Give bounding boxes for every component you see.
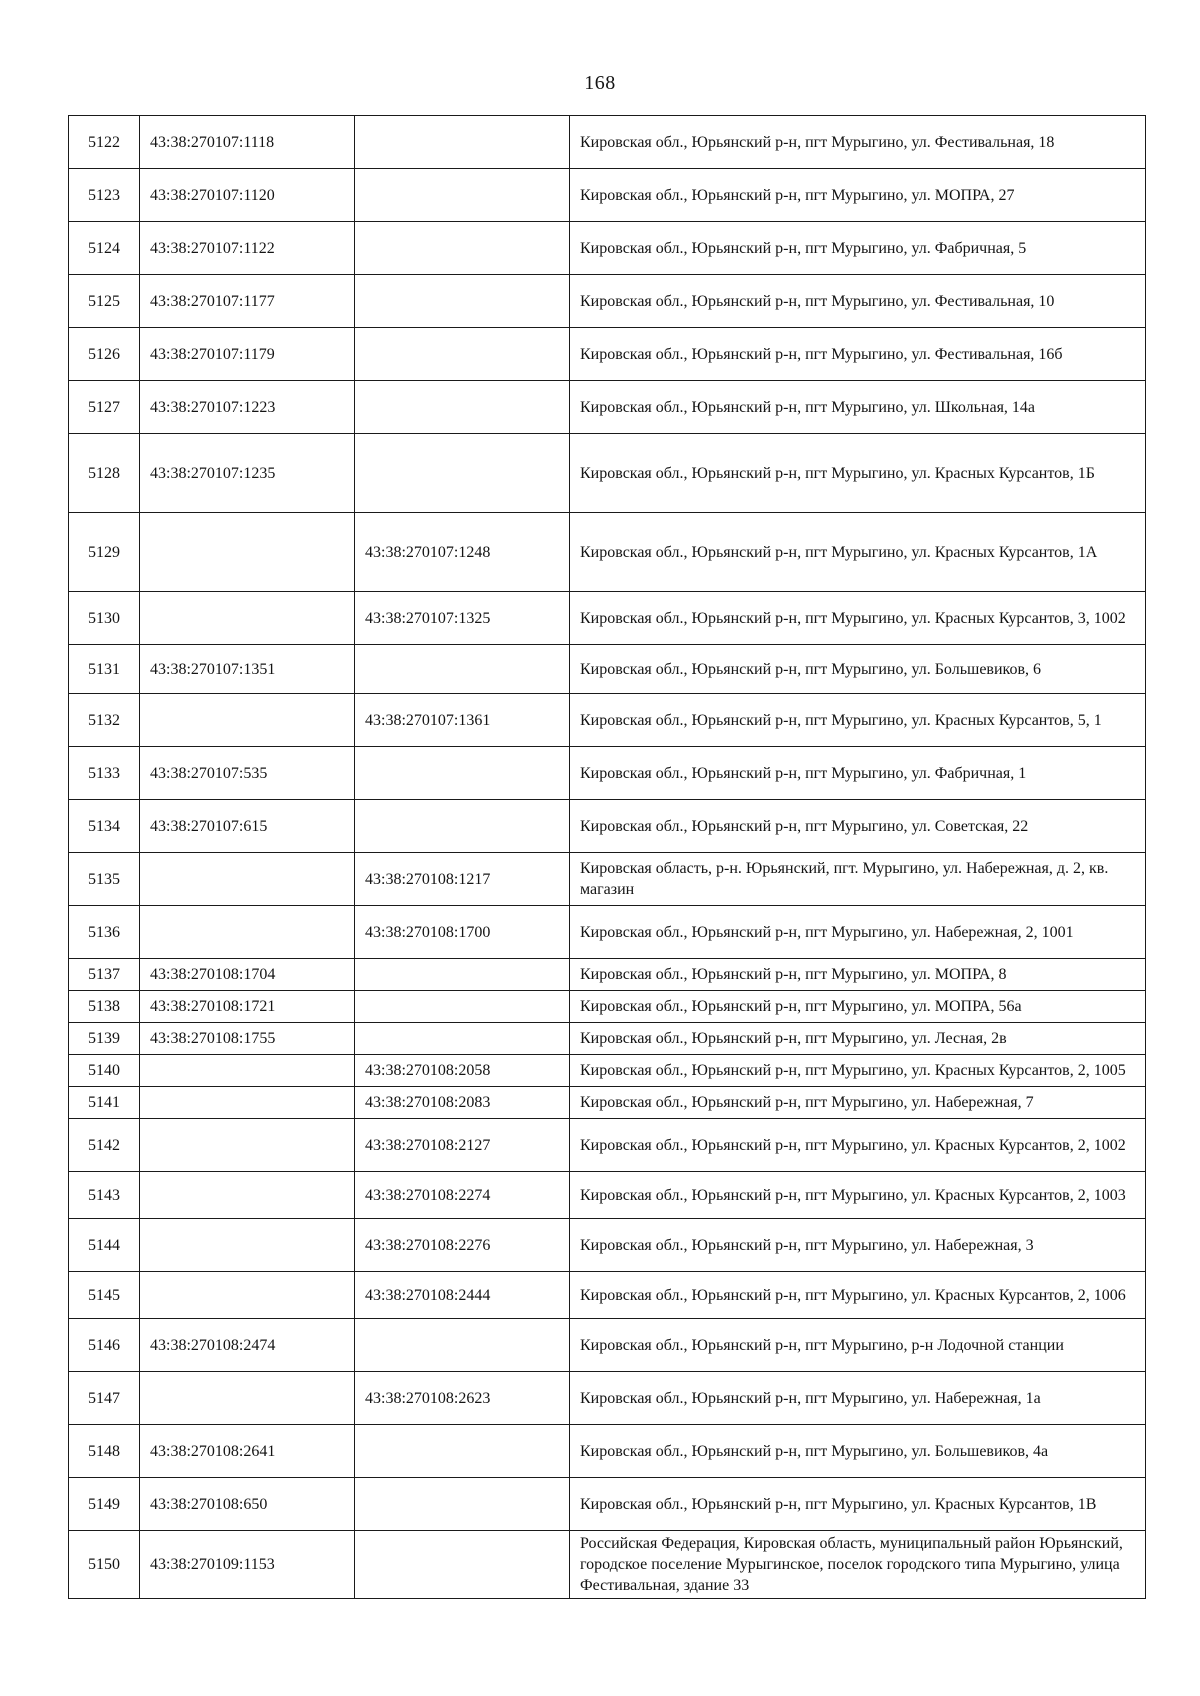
cadastral-number-cell: 43:38:270108:2474 xyxy=(140,1319,355,1372)
table-row xyxy=(69,1087,1146,1119)
address-cell: Кировская обл., Юрьянский р-н, пгт Мурыгино, ул. Фестивальная, 16б xyxy=(570,328,1146,381)
address-cell: Кировская обл., Юрьянский р-н, пгт Мурыгино, ул. Красных Курсантов, 1Б xyxy=(570,434,1146,513)
related-cadastral-number-cell: 43:38:270108:2276 xyxy=(355,1219,570,1272)
related-cadastral-number-cell: 43:38:270107:1325 xyxy=(355,592,570,645)
table-row xyxy=(69,1372,1146,1425)
cadastral-number-cell: 43:38:270108:650 xyxy=(140,1478,355,1531)
related-cadastral-number-cell xyxy=(355,275,570,328)
table-row xyxy=(69,1478,1146,1531)
address-cell: Кировская обл., Юрьянский р-н, пгт Мурыгино, ул. МОПРА, 8 xyxy=(570,959,1146,991)
related-cadastral-number-cell xyxy=(355,169,570,222)
table-row xyxy=(69,1172,1146,1219)
address-cell: Кировская обл., Юрьянский р-н, пгт Мурыгино, ул. Красных Курсантов, 2, 1002 xyxy=(570,1119,1146,1172)
row-number-cell: 5145 xyxy=(69,1272,140,1319)
related-cadastral-number-cell xyxy=(355,1478,570,1531)
cadastral-number-cell: 43:38:270108:2641 xyxy=(140,1425,355,1478)
related-cadastral-number-cell xyxy=(355,991,570,1023)
address-cell: Российская Федерация, Кировская область, муниципальный район Юрьянский, городское поселение Мурыгинское, поселок городского типа Мурыгино, улица Фестивальная, здание 33 xyxy=(570,1531,1146,1599)
address-cell: Кировская обл., Юрьянский р-н, пгт Мурыгино, ул. МОПРА, 56а xyxy=(570,991,1146,1023)
row-number-cell: 5138 xyxy=(69,991,140,1023)
address-cell: Кировская обл., Юрьянский р-н, пгт Мурыгино, ул. Красных Курсантов, 3, 1002 xyxy=(570,592,1146,645)
address-cell: Кировская обл., Юрьянский р-н, пгт Мурыгино, ул. Фестивальная, 18 xyxy=(570,116,1146,169)
table-row xyxy=(69,747,1146,800)
row-number-cell: 5131 xyxy=(69,645,140,694)
row-number-cell: 5130 xyxy=(69,592,140,645)
table-row xyxy=(69,169,1146,222)
cadastral-number-cell xyxy=(140,1055,355,1087)
table-row xyxy=(69,906,1146,959)
address-cell: Кировская обл., Юрьянский р-н, пгт Мурыгино, ул. Фабричная, 1 xyxy=(570,747,1146,800)
address-cell: Кировская обл., Юрьянский р-н, пгт Мурыгино, ул. Набережная, 1а xyxy=(570,1372,1146,1425)
related-cadastral-number-cell xyxy=(355,1531,570,1599)
address-cell: Кировская обл., Юрьянский р-н, пгт Мурыгино, ул. Красных Курсантов, 2, 1003 xyxy=(570,1172,1146,1219)
row-number-cell: 5134 xyxy=(69,800,140,853)
cadastral-number-cell: 43:38:270107:615 xyxy=(140,800,355,853)
related-cadastral-number-cell xyxy=(355,800,570,853)
cadastral-number-cell xyxy=(140,1372,355,1425)
address-cell: Кировская обл., Юрьянский р-н, пгт Мурыгино, ул. Набережная, 3 xyxy=(570,1219,1146,1272)
related-cadastral-number-cell xyxy=(355,328,570,381)
table-row xyxy=(69,800,1146,853)
address-cell: Кировская область, р-н. Юрьянский, пгт. Мурыгино, ул. Набережная, д. 2, кв. магазин xyxy=(570,853,1146,906)
related-cadastral-number-cell: 43:38:270108:2058 xyxy=(355,1055,570,1087)
register-table xyxy=(68,115,1146,1599)
related-cadastral-number-cell: 43:38:270108:2083 xyxy=(355,1087,570,1119)
related-cadastral-number-cell xyxy=(355,1023,570,1055)
row-number-cell: 5147 xyxy=(69,1372,140,1425)
table-row xyxy=(69,1531,1146,1599)
cadastral-number-cell: 43:38:270107:1177 xyxy=(140,275,355,328)
table-row xyxy=(69,275,1146,328)
row-number-cell: 5124 xyxy=(69,222,140,275)
related-cadastral-number-cell: 43:38:270108:1700 xyxy=(355,906,570,959)
table-row xyxy=(69,592,1146,645)
table-row xyxy=(69,959,1146,991)
address-cell: Кировская обл., Юрьянский р-н, пгт Мурыгино, ул. Красных Курсантов, 2, 1005 xyxy=(570,1055,1146,1087)
address-cell: Кировская обл., Юрьянский р-н, пгт Мурыгино, ул. Фабричная, 5 xyxy=(570,222,1146,275)
address-cell: Кировская обл., Юрьянский р-н, пгт Мурыгино, ул. Красных Курсантов, 1А xyxy=(570,513,1146,592)
related-cadastral-number-cell xyxy=(355,959,570,991)
row-number-cell: 5122 xyxy=(69,116,140,169)
related-cadastral-number-cell: 43:38:270108:2127 xyxy=(355,1119,570,1172)
cadastral-number-cell xyxy=(140,1272,355,1319)
row-number-cell: 5126 xyxy=(69,328,140,381)
related-cadastral-number-cell xyxy=(355,381,570,434)
row-number-cell: 5125 xyxy=(69,275,140,328)
table-row xyxy=(69,328,1146,381)
table-row xyxy=(69,1272,1146,1319)
table-row xyxy=(69,991,1146,1023)
row-number-cell: 5127 xyxy=(69,381,140,434)
row-number-cell: 5137 xyxy=(69,959,140,991)
row-number-cell: 5135 xyxy=(69,853,140,906)
cadastral-number-cell: 43:38:270107:1118 xyxy=(140,116,355,169)
cadastral-number-cell xyxy=(140,694,355,747)
row-number-cell: 5143 xyxy=(69,1172,140,1219)
related-cadastral-number-cell: 43:38:270108:1217 xyxy=(355,853,570,906)
table-row xyxy=(69,1425,1146,1478)
cadastral-number-cell xyxy=(140,906,355,959)
table-row xyxy=(69,645,1146,694)
row-number-cell: 5140 xyxy=(69,1055,140,1087)
cadastral-number-cell xyxy=(140,1219,355,1272)
cadastral-number-cell: 43:38:270108:1721 xyxy=(140,991,355,1023)
address-cell: Кировская обл., Юрьянский р-н, пгт Мурыгино, ул. Фестивальная, 10 xyxy=(570,275,1146,328)
row-number-cell: 5141 xyxy=(69,1087,140,1119)
address-cell: Кировская обл., Юрьянский р-н, пгт Мурыгино, ул. Красных Курсантов, 2, 1006 xyxy=(570,1272,1146,1319)
related-cadastral-number-cell xyxy=(355,222,570,275)
table-row xyxy=(69,381,1146,434)
row-number-cell: 5136 xyxy=(69,906,140,959)
cadastral-number-cell xyxy=(140,1087,355,1119)
row-number-cell: 5128 xyxy=(69,434,140,513)
row-number-cell: 5133 xyxy=(69,747,140,800)
cadastral-number-cell: 43:38:270107:1351 xyxy=(140,645,355,694)
row-number-cell: 5132 xyxy=(69,694,140,747)
row-number-cell: 5149 xyxy=(69,1478,140,1531)
address-cell: Кировская обл., Юрьянский р-н, пгт Мурыгино, ул. Большевиков, 4а xyxy=(570,1425,1146,1478)
address-cell: Кировская обл., Юрьянский р-н, пгт Мурыгино, ул. Набережная, 7 xyxy=(570,1087,1146,1119)
table-row xyxy=(69,434,1146,513)
table-row xyxy=(69,116,1146,169)
related-cadastral-number-cell: 43:38:270107:1248 xyxy=(355,513,570,592)
cadastral-number-cell xyxy=(140,1119,355,1172)
row-number-cell: 5142 xyxy=(69,1119,140,1172)
cadastral-number-cell: 43:38:270107:1120 xyxy=(140,169,355,222)
table-row xyxy=(69,222,1146,275)
cadastral-number-cell: 43:38:270107:1223 xyxy=(140,381,355,434)
row-number-cell: 5123 xyxy=(69,169,140,222)
related-cadastral-number-cell: 43:38:270108:2444 xyxy=(355,1272,570,1319)
address-cell: Кировская обл., Юрьянский р-н, пгт Мурыгино, ул. Красных Курсантов, 5, 1 xyxy=(570,694,1146,747)
address-cell: Кировская обл., Юрьянский р-н, пгт Мурыгино, ул. Большевиков, 6 xyxy=(570,645,1146,694)
row-number-cell: 5139 xyxy=(69,1023,140,1055)
address-cell: Кировская обл., Юрьянский р-н, пгт Мурыгино, ул. Красных Курсантов, 1В xyxy=(570,1478,1146,1531)
cadastral-number-cell: 43:38:270107:1179 xyxy=(140,328,355,381)
table-row xyxy=(69,513,1146,592)
address-cell: Кировская обл., Юрьянский р-н, пгт Мурыгино, ул. Лесная, 2в xyxy=(570,1023,1146,1055)
related-cadastral-number-cell xyxy=(355,1319,570,1372)
cadastral-number-cell xyxy=(140,1172,355,1219)
table-row xyxy=(69,853,1146,906)
row-number-cell: 5146 xyxy=(69,1319,140,1372)
address-cell: Кировская обл., Юрьянский р-н, пгт Мурыгино, ул. МОПРА, 27 xyxy=(570,169,1146,222)
row-number-cell: 5150 xyxy=(69,1531,140,1599)
address-cell: Кировская обл., Юрьянский р-н, пгт Мурыгино, ул. Советская, 22 xyxy=(570,800,1146,853)
table-row xyxy=(69,1219,1146,1272)
related-cadastral-number-cell xyxy=(355,116,570,169)
related-cadastral-number-cell xyxy=(355,434,570,513)
cadastral-number-cell: 43:38:270109:1153 xyxy=(140,1531,355,1599)
row-number-cell: 5144 xyxy=(69,1219,140,1272)
cadastral-number-cell xyxy=(140,513,355,592)
table-row xyxy=(69,1023,1146,1055)
row-number-cell: 5129 xyxy=(69,513,140,592)
related-cadastral-number-cell: 43:38:270108:2274 xyxy=(355,1172,570,1219)
cadastral-number-cell: 43:38:270108:1704 xyxy=(140,959,355,991)
cadastral-number-cell: 43:38:270108:1755 xyxy=(140,1023,355,1055)
related-cadastral-number-cell: 43:38:270107:1361 xyxy=(355,694,570,747)
address-cell: Кировская обл., Юрьянский р-н, пгт Мурыгино, ул. Набережная, 2, 1001 xyxy=(570,906,1146,959)
row-number-cell: 5148 xyxy=(69,1425,140,1478)
cadastral-number-cell: 43:38:270107:535 xyxy=(140,747,355,800)
cadastral-number-cell: 43:38:270107:1122 xyxy=(140,222,355,275)
page-number: 168 xyxy=(584,72,616,94)
cadastral-number-cell xyxy=(140,853,355,906)
related-cadastral-number-cell xyxy=(355,645,570,694)
table-row xyxy=(69,1055,1146,1087)
register-table-body xyxy=(69,116,1146,1599)
address-cell: Кировская обл., Юрьянский р-н, пгт Мурыгино, ул. Школьная, 14а xyxy=(570,381,1146,434)
related-cadastral-number-cell: 43:38:270108:2623 xyxy=(355,1372,570,1425)
related-cadastral-number-cell xyxy=(355,1425,570,1478)
address-cell: Кировская обл., Юрьянский р-н, пгт Мурыгино, р-н Лодочной станции xyxy=(570,1319,1146,1372)
cadastral-number-cell: 43:38:270107:1235 xyxy=(140,434,355,513)
table-row xyxy=(69,1119,1146,1172)
table-row xyxy=(69,694,1146,747)
cadastral-number-cell xyxy=(140,592,355,645)
related-cadastral-number-cell xyxy=(355,747,570,800)
table-row xyxy=(69,1319,1146,1372)
